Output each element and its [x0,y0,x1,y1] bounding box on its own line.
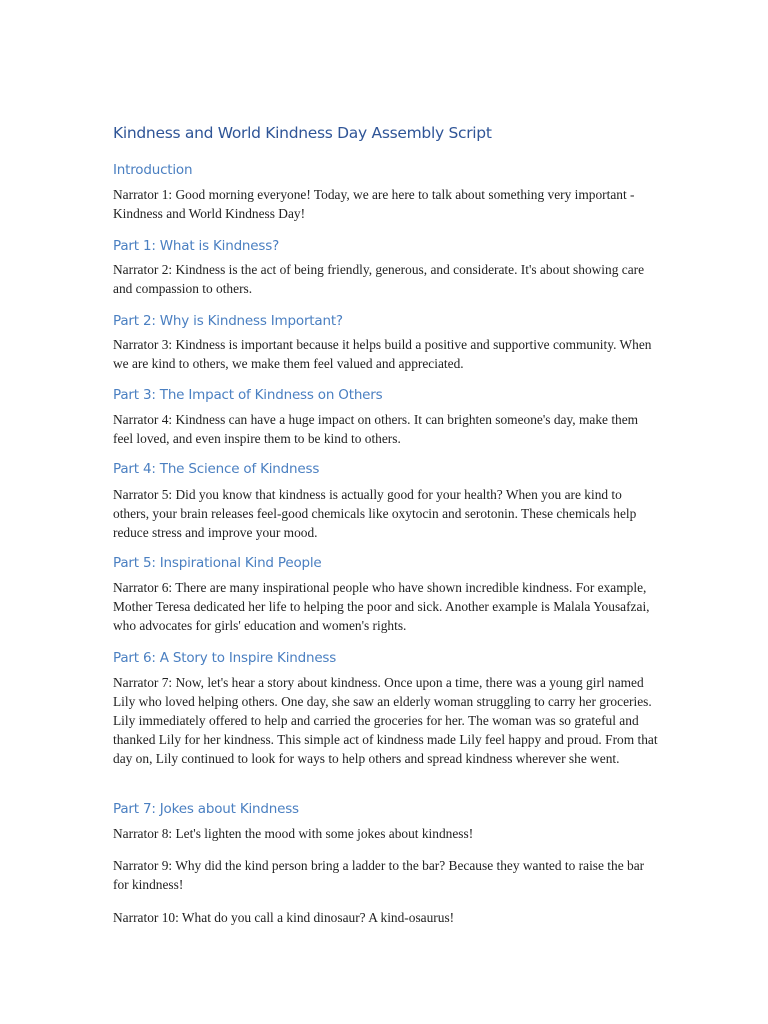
document-title: Kindness and World Kindness Day Assembly Script [113,124,492,142]
section-heading-part-7: Part 7: Jokes about Kindness [113,801,299,817]
section-heading-introduction: Introduction [113,162,193,178]
narrator-6-paragraph: Narrator 6: There are many inspirational people who have shown incredible kindness. For example, Mother Teresa dedicated her life to helping the poor and sick. Another example is Malala Yousafzai, who advocates for girls' education and women's rights. [113,580,650,633]
section-heading-part-5: Part 5: Inspirational Kind People [113,555,322,571]
narrator-3-paragraph: Narrator 3: Kindness is important because it helps build a positive and supportive community. When we are kind to others, we make them feel valued and appreciated. [113,337,652,371]
narrator-4-paragraph: Narrator 4: Kindness can have a huge impact on others. It can brighten someone's day, make them feel loved, and even inspire them to be kind to others. [113,412,639,446]
narrator-1-paragraph: Narrator 1: Good morning everyone! Today, we are here to talk about something very important - Kindness and World Kindness Day! [113,187,635,221]
narrator-2-paragraph: Narrator 2: Kindness is the act of being friendly, generous, and considerate. It's about showing care and compassion to others. [113,262,645,296]
section-heading-part-2: Part 2: Why is Kindness Important? [113,313,343,329]
narrator-8-paragraph: Narrator 8: Let's lighten the mood with some jokes about kindness! [113,826,474,841]
section-heading-part-4: Part 4: The Science of Kindness [113,461,320,477]
section-heading-part-6: Part 6: A Story to Inspire Kindness [113,650,337,666]
narrator-10-paragraph: Narrator 10: What do you call a kind dinosaur? A kind-osaurus! [113,910,455,925]
section-heading-part-3: Part 3: The Impact of Kindness on Others [113,387,383,403]
narrator-5-paragraph: Narrator 5: Did you know that kindness is actually good for your health? When you are kind to others, your brain releases feel-good chemicals like oxytocin and serotonin. These chemicals help reduce stress and improve your mood. [113,487,637,540]
section-heading-part-1: Part 1: What is Kindness? [113,238,280,254]
narrator-7-paragraph: Narrator 7: Now, let's hear a story about kindness. Once upon a time, there was a young girl named Lily who loved helping others. One day, she saw an elderly woman struggling to carry her groceries. Lily immediately offered to help and carried the groceries for her. The woman was so grateful and thanked Lily for her kindness. This simple act of kindness made Lily feel happy and proud. From that day on, Lily continued to look for ways to help others and spread kindness wherever she went. [113,675,658,766]
narrator-9-paragraph: Narrator 9: Why did the kind person bring a ladder to the bar? Because they wanted to raise the bar for kindness! [113,858,645,892]
